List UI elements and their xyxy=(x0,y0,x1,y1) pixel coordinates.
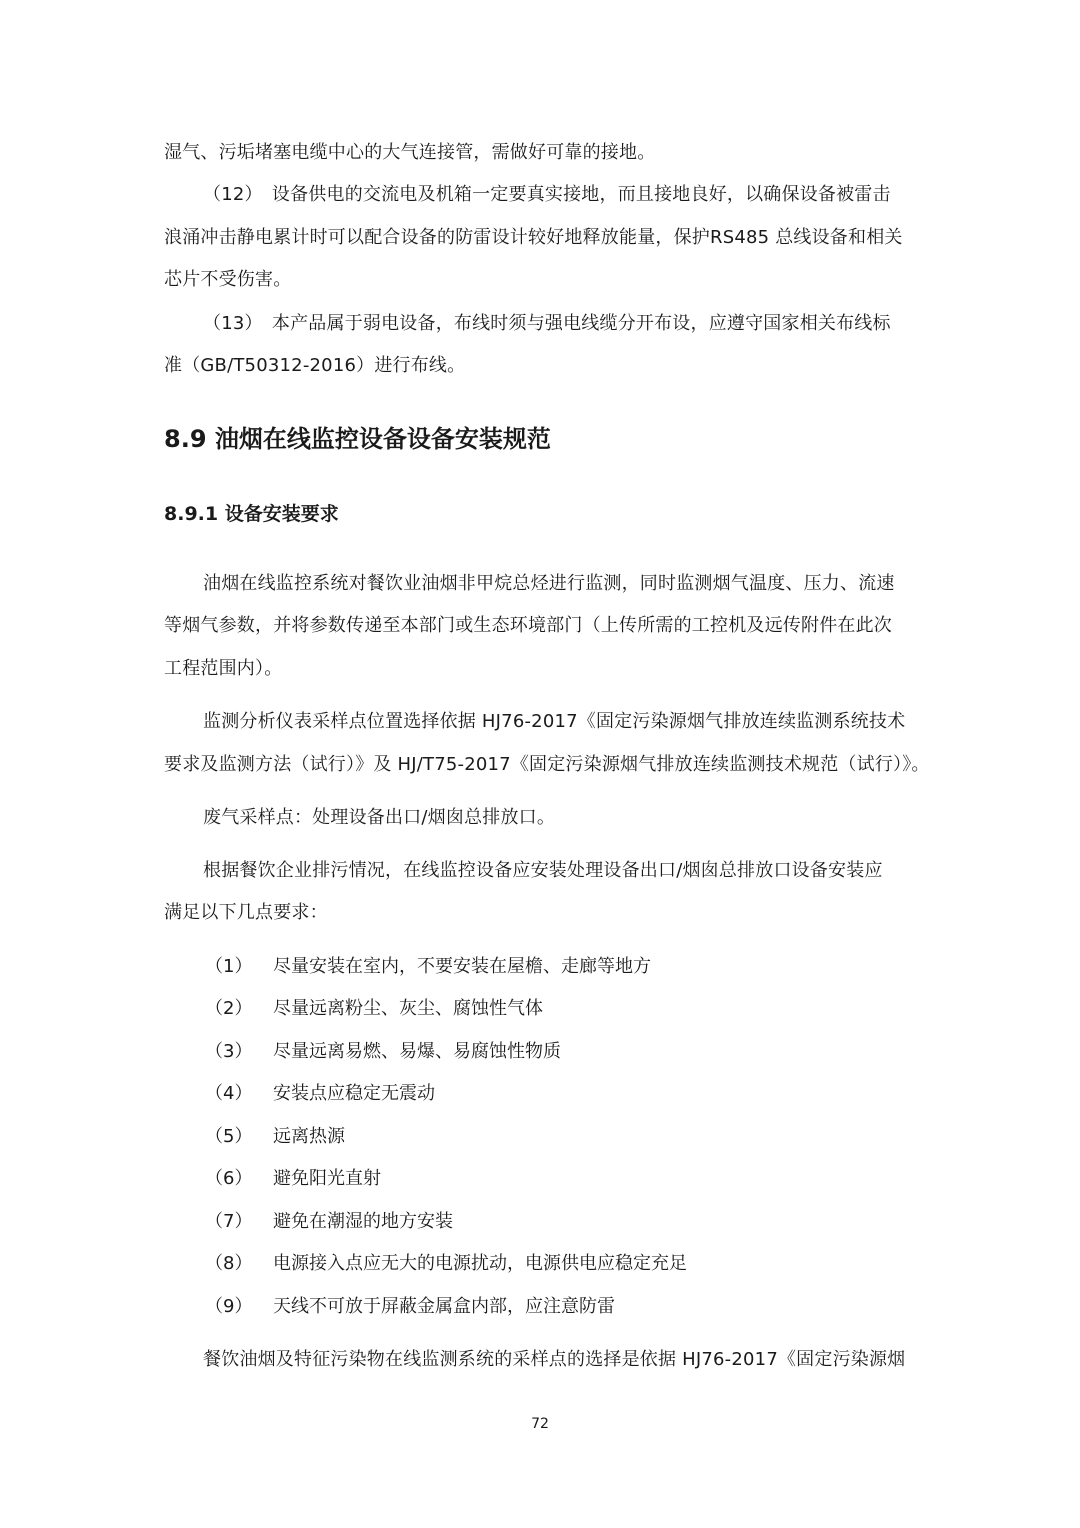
text-line: 满足以下几点要求： xyxy=(164,902,328,923)
subsection-heading: 8.9.1 设备安装要求 xyxy=(164,503,339,525)
list-item-text: 远离热源 xyxy=(273,1126,345,1147)
list-item-number: （3） xyxy=(205,1041,253,1062)
list-item-number: （8） xyxy=(205,1253,253,1274)
list-item-text: 避免阳光直射 xyxy=(273,1168,381,1189)
text-line: 准（GB/T50312-2016）进行布线。 xyxy=(164,355,466,376)
text-line: 等烟气参数，并将参数传递至本部门或生态环境部门（上传所需的工控机及远传附件在此次 xyxy=(164,615,892,636)
text-line: 工程范围内）。 xyxy=(164,658,283,679)
text-line: 芯片不受伤害。 xyxy=(164,269,292,290)
list-item-number: （6） xyxy=(205,1168,253,1189)
text-line: 湿气、污垢堵塞电缆中心的大气连接管，需做好可靠的接地。 xyxy=(164,142,656,163)
list-item-number: （2） xyxy=(205,998,253,1019)
list-item-text: 尽量远离粉尘、灰尘、腐蚀性气体 xyxy=(273,998,543,1019)
list-item-text: 电源接入点应无大的电源扰动，电源供电应稳定充足 xyxy=(273,1253,687,1274)
text-line: （13） 本产品属于弱电设备，布线时须与强电线缆分开布设，应遵守国家相关布线标 xyxy=(203,313,891,334)
text-line: 根据餐饮企业排污情况，在线监控设备应安装处理设备出口/烟囱总排放口设备安装应 xyxy=(203,860,883,881)
list-item-number: （4） xyxy=(205,1083,253,1104)
text-line: 监测分析仪表采样点位置选择依据 HJ76-2017《固定污染源烟气排放连续监测系统技术 xyxy=(203,711,906,732)
text-line: 废气采样点：处理设备出口/烟囱总排放口。 xyxy=(203,807,556,828)
page-number: 72 xyxy=(531,1416,549,1432)
list-item-text: 安装点应稳定无震动 xyxy=(273,1083,435,1104)
text-line: 浪涌冲击静电累计时可以配合设备的防雷设计较好地释放能量，保护RS485 总线设备和相关 xyxy=(164,227,903,248)
list-item-number: （7） xyxy=(205,1211,253,1232)
list-item-text: 天线不可放于屏蔽金属盒内部，应注意防雷 xyxy=(273,1296,615,1317)
text-line: 油烟在线监控系统对餐饮业油烟非甲烷总烃进行监测，同时监测烟气温度、压力、流速 xyxy=(203,573,895,594)
text-line: 要求及监测方法（试行）》及 HJ/T75-2017《固定污染源烟气排放连续监测技术规范（试行）》。 xyxy=(164,754,930,775)
list-item-number: （5） xyxy=(205,1126,253,1147)
list-item-text: 尽量安装在室内，不要安装在屋檐、走廊等地方 xyxy=(273,956,651,977)
text-line: （12） 设备供电的交流电及机箱一定要真实接地，而且接地良好，以确保设备被雷击 xyxy=(203,184,891,205)
list-item-text: 避免在潮湿的地方安装 xyxy=(273,1211,453,1232)
list-item-text: 尽量远离易燃、易爆、易腐蚀性物质 xyxy=(273,1041,561,1062)
text-line: 餐饮油烟及特征污染物在线监测系统的采样点的选择是依据 HJ76-2017《固定污染源烟 xyxy=(203,1349,906,1370)
list-item-number: （9） xyxy=(205,1296,253,1317)
section-heading: 8.9 油烟在线监控设备设备安装规范 xyxy=(164,425,551,453)
list-item-number: （1） xyxy=(205,956,253,977)
